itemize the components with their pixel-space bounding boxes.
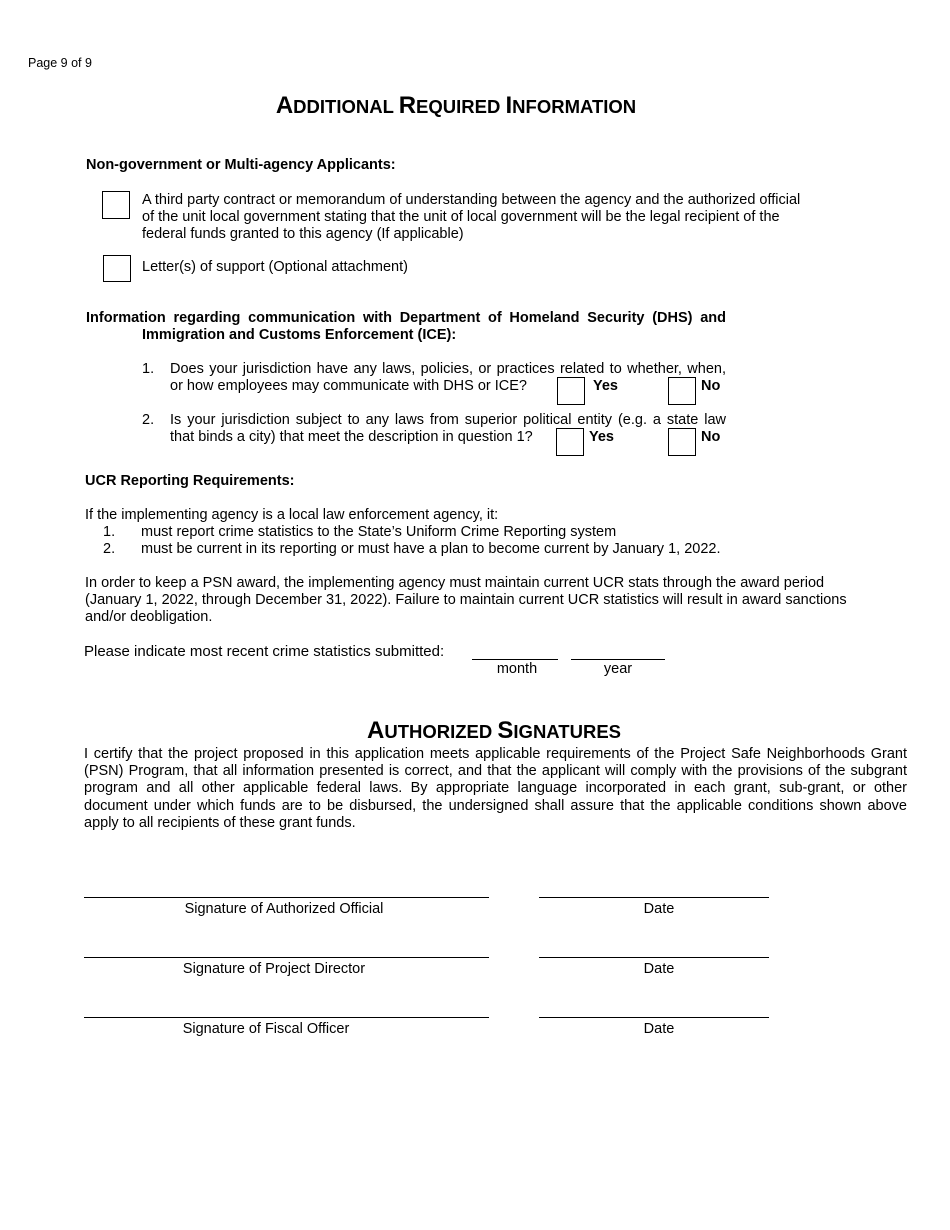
question-2-number: 2.	[142, 412, 155, 428]
fiscal-officer-date-line[interactable]	[539, 1017, 769, 1018]
authorized-official-date-line[interactable]	[539, 897, 769, 898]
fiscal-officer-signature-label: Signature of Fiscal Officer	[182, 1021, 350, 1037]
ucr-intro: If the implementing agency is a local law enforcement agency, it:	[85, 507, 499, 523]
third-party-contract-checkbox[interactable]	[102, 191, 130, 219]
authorized-official-date-label: Date	[643, 901, 675, 917]
signatures-title: AUTHORIZED SIGNATURES	[367, 717, 621, 744]
question-2-yes-label: Yes	[589, 429, 614, 445]
question-1-no-checkbox[interactable]	[668, 377, 696, 405]
ucr-item-1-text: must report crime statistics to the State’s Uniform Crime Reporting system	[141, 524, 617, 540]
question-1-line2: or how employees may communicate with DHS or ICE?	[170, 378, 527, 394]
third-party-contract-text: A third party contract or memorandum of understanding between the agency and the authorized official of the unit local government stating that the unit of local government will be the legal recipient of the federal funds granted to this agency (If applicable)	[142, 192, 801, 242]
ucr-paragraph: In order to keep a PSN award, the implementing agency must maintain current UCR stats through the award period (January 1, 2022, through December 31, 2022). Failure to maintain current UCR statistics will result in award sanctions and/or deobligation.	[85, 575, 847, 625]
page-title: ADDITIONAL REQUIRED INFORMATION	[275, 92, 637, 119]
dhs-heading-line2: Immigration and Customs Enforcement (ICE):	[142, 327, 457, 343]
year-field[interactable]	[571, 659, 665, 660]
letters-of-support-text: Letter(s) of support (Optional attachment)	[142, 259, 408, 275]
dhs-heading-line1: Information regarding communication with Department of Homeland Security (DHS) and	[86, 310, 726, 326]
ucr-item-2-number: 2.	[103, 541, 116, 557]
project-director-signature-label: Signature of Project Director	[182, 961, 366, 977]
question-1-yes-checkbox[interactable]	[557, 377, 585, 405]
fiscal-officer-date-label: Date	[643, 1021, 675, 1037]
question-2-no-checkbox[interactable]	[668, 428, 696, 456]
question-1-no-label: No	[701, 378, 721, 394]
month-field[interactable]	[472, 659, 558, 660]
authorized-official-signature-line[interactable]	[84, 897, 489, 898]
question-2-line1: Is your jurisdiction subject to any laws from superior political entity (e.g. a state law	[170, 412, 726, 428]
question-2-no-label: No	[701, 429, 721, 445]
question-1-line1: Does your jurisdiction have any laws, policies, or practices related to whether, when,	[170, 361, 726, 377]
question-2-line2: that binds a city) that meet the description in question 1?	[170, 429, 533, 445]
ucr-indicate-label: Please indicate most recent crime statistics submitted:	[84, 643, 445, 660]
page-number: Page 9 of 9	[28, 56, 92, 70]
question-1-yes-label: Yes	[593, 378, 618, 394]
fiscal-officer-signature-line[interactable]	[84, 1017, 489, 1018]
project-director-signature-line[interactable]	[84, 957, 489, 958]
letters-of-support-checkbox[interactable]	[103, 255, 131, 282]
project-director-date-label: Date	[643, 961, 675, 977]
month-label: month	[496, 661, 538, 677]
ucr-item-2-text: must be current in its reporting or must have a plan to become current by January 1, 2022.	[141, 541, 721, 557]
authorized-official-signature-label: Signature of Authorized Official	[184, 901, 384, 917]
project-director-date-line[interactable]	[539, 957, 769, 958]
ucr-item-1-number: 1.	[103, 524, 116, 540]
year-label: year	[603, 661, 633, 677]
question-2-yes-checkbox[interactable]	[556, 428, 584, 456]
nongov-heading: Non-government or Multi-agency Applicants:	[86, 157, 396, 173]
ucr-heading: UCR Reporting Requirements:	[85, 473, 295, 489]
certification-text: I certify that the project proposed in this application meets applicable requirements of the Project Safe Neighborhoods Grant (PSN) Program, that all information presented is correct, and that the applicant will comply with the provisions of the subgrant program and all other applicable federal laws. By appropriate language incorporated in each grant, sub-grant, or other document under which funds are to be disbursed, the undersigned shall assure that the applicable conditions shown above apply to all recipients of these grant funds.	[84, 746, 907, 831]
question-1-number: 1.	[142, 361, 155, 377]
